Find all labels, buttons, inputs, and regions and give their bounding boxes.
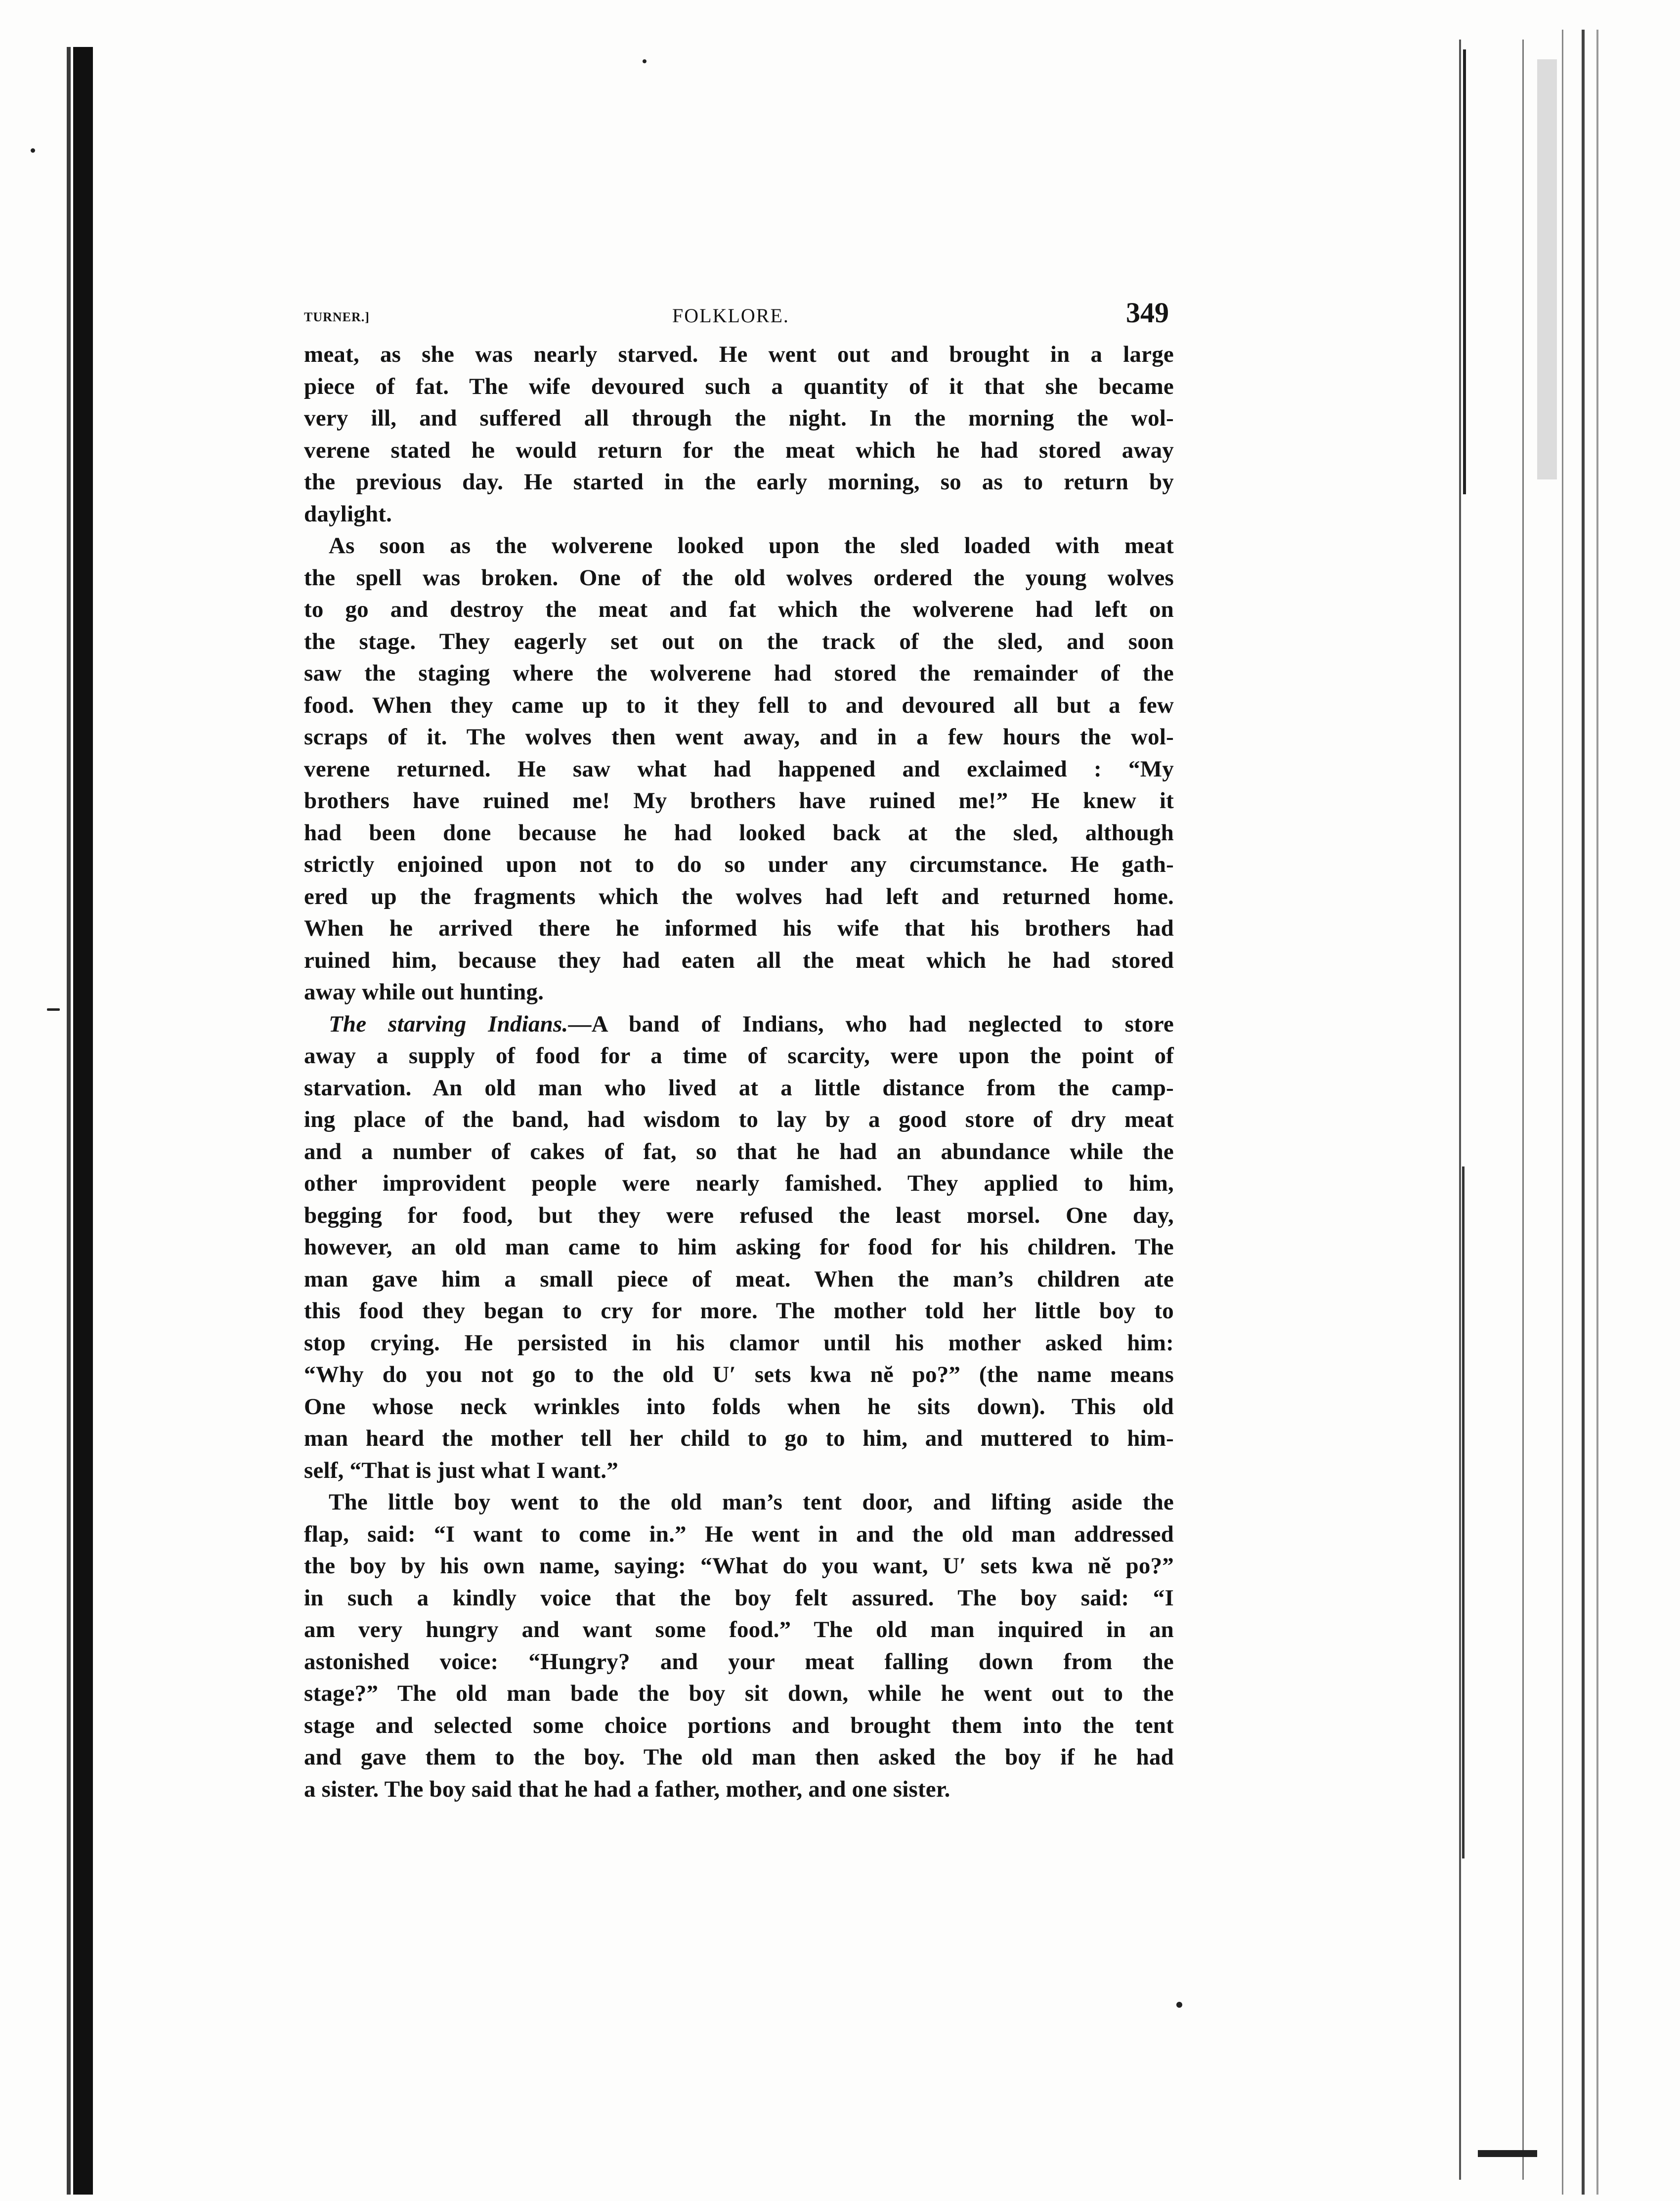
line-text: saw the staging where the wolverene had stored the remainder of the (304, 660, 1174, 686)
text-line (304, 881, 1174, 913)
line-text: piece of fat. The wife devoured such a quantity of it that she became (304, 373, 1174, 399)
text-line (304, 1773, 1174, 1806)
text-line (304, 562, 1174, 594)
line-text: scraps of it. The wolves then went away, and in a few hours the wol- (304, 724, 1174, 750)
line-text: food. When they came up to it they fell to and devoured all but a few (304, 692, 1174, 718)
text-line (304, 849, 1174, 881)
text-line (304, 1231, 1174, 1263)
line-text: verene returned. He saw what had happened and exclaimed : “My (304, 756, 1174, 782)
binding-edge (73, 47, 93, 2195)
line-text: ing place of the band, had wisdom to lay by a good store of dry meat (304, 1107, 1174, 1132)
line-text: other improvident people were nearly famished. They applied to him, (304, 1170, 1174, 1196)
text-line (304, 626, 1174, 658)
line-text: and gave them to the boy. The old man then asked the boy if he had (304, 1744, 1174, 1770)
line-text: however, an old man came to him asking for food for his children. The (304, 1234, 1174, 1260)
line-text: man gave him a small piece of meat. When the man’s children ate (304, 1266, 1174, 1292)
text-line (304, 785, 1174, 817)
body-text (304, 339, 1174, 1805)
line-text: ered up the fragments which the wolves had left and returned home. (304, 883, 1174, 909)
text-line (304, 1486, 1174, 1518)
line-text: the previous day. He started in the early morning, so as to return by (304, 469, 1174, 495)
line-text: man heard the mother tell her child to go to him, and muttered to him- (304, 1425, 1174, 1451)
text-line (304, 1295, 1174, 1327)
line-text: in such a kindly voice that the boy felt assured. The boy said: “I (304, 1585, 1174, 1611)
line-text: daylight. (304, 501, 392, 527)
text-line (304, 498, 1174, 530)
line-text: had been done because he had looked back at the sled, although (304, 820, 1174, 846)
text-line (304, 1391, 1174, 1423)
line-text: am very hungry and want some food.” The old man inquired in an (304, 1617, 1174, 1642)
text-line (304, 1455, 1174, 1487)
text-line (304, 1136, 1174, 1168)
text-line (304, 1200, 1174, 1232)
text-line (304, 1167, 1174, 1200)
line-text: “Why do you not go to the old U′ sets kwa nĕ po?” (the name means (304, 1362, 1174, 1387)
line-text: begging for food, but they were refused the least morsel. One day, (304, 1202, 1174, 1228)
line-text: a sister. The boy said that he had a father, mother, and one sister. (304, 1776, 950, 1802)
text-line (304, 1104, 1174, 1136)
text-line (304, 1582, 1174, 1614)
text-line (304, 912, 1174, 945)
line-text: away a supply of food for a time of scarcity, were upon the point of (304, 1043, 1174, 1069)
line-text: meat, as she was nearly starved. He went out and brought in a large (304, 342, 1174, 367)
line-text: to go and destroy the meat and fat which the wolverene had left on (304, 597, 1174, 622)
running-head-title: FOLKLORE. (672, 304, 789, 327)
paragraph (304, 1008, 1174, 1487)
text-line (304, 1614, 1174, 1646)
text-line (304, 1518, 1174, 1551)
text-line (304, 1710, 1174, 1742)
line-text: One whose neck wrinkles into folds when he sits down). This old (304, 1393, 1174, 1420)
line-text: ruined him, because they had eaten all the meat which he had stored (304, 947, 1174, 973)
line-text: and a number of cakes of fat, so that he had an abundance while the (304, 1138, 1174, 1165)
ragged-right-margin (1448, 30, 1611, 2195)
book-page (304, 299, 1174, 1805)
text-line (304, 976, 1174, 1008)
text-line (304, 1678, 1174, 1710)
text-line (304, 1008, 1174, 1040)
text-line (304, 753, 1174, 785)
text-line (304, 1550, 1174, 1582)
line-text: The little boy went to the old man’s tent door, and lifting aside the (329, 1489, 1174, 1515)
text-line (304, 1072, 1174, 1104)
text-line (304, 1359, 1174, 1391)
text-line (304, 594, 1174, 626)
text-line (304, 434, 1174, 467)
line-text: As soon as the wolverene looked upon the sled loaded with meat (329, 533, 1174, 559)
line-text: verene stated he would return for the meat which he had stored away (304, 437, 1174, 463)
line-text: When he arrived there he informed his wife that his brothers had (304, 915, 1174, 941)
line-text: —A band of Indians, who had neglected to store (568, 1011, 1174, 1037)
text-line (304, 466, 1174, 498)
text-line (304, 1646, 1174, 1678)
line-text: the stage. They eagerly set out on the track of the sled, and soon (304, 628, 1174, 654)
running-head (304, 299, 1174, 339)
scan-speck (643, 59, 646, 63)
line-text: stop crying. He persisted in his clamor until his mother asked him: (304, 1330, 1174, 1356)
text-line (304, 1741, 1174, 1773)
text-line (304, 690, 1174, 722)
line-text: stage?” The old man bade the boy sit down, while he went out to the (304, 1681, 1174, 1706)
text-line (304, 721, 1174, 753)
line-text: astonished voice: “Hungry? and your meat falling down from the (304, 1648, 1174, 1675)
line-text: away while out hunting. (304, 979, 544, 1005)
paragraph (304, 1486, 1174, 1805)
text-line (304, 657, 1174, 690)
line-text: brothers have ruined me! My brothers have ruined me!” He knew it (304, 788, 1174, 814)
line-text: strictly enjoined upon not to do so under any circumstance. He gath- (304, 852, 1174, 877)
paragraph (304, 530, 1174, 1008)
binding-edge-shadow (67, 47, 71, 2195)
line-text: the boy by his own name, saying: “What do you want, U′ sets kwa nĕ po?” (304, 1553, 1174, 1579)
page-number: 349 (1126, 297, 1169, 329)
line-text: starvation. An old man who lived at a little distance from the camp- (304, 1075, 1174, 1101)
paragraph (304, 339, 1174, 530)
text-line (304, 1040, 1174, 1072)
text-line (304, 371, 1174, 403)
text-line (304, 402, 1174, 434)
text-line (304, 339, 1174, 371)
line-text: this food they began to cry for more. The mother told her little boy to (304, 1298, 1174, 1324)
text-line (304, 1263, 1174, 1295)
line-text: stage and selected some choice portions and brought them into the tent (304, 1712, 1174, 1738)
line-text: very ill, and suffered all through the night. In the morning the wol- (304, 405, 1174, 431)
line-text: self, “That is just what I want.” (304, 1457, 618, 1483)
text-line (304, 530, 1174, 562)
run-in-heading: The starving Indians. (329, 1011, 568, 1037)
text-line (304, 1423, 1174, 1455)
text-line (304, 817, 1174, 849)
text-line (304, 945, 1174, 977)
scan-speck (31, 148, 35, 153)
scan-speck (1176, 2002, 1182, 2008)
running-head-author: TURNER.] (304, 310, 370, 324)
text-line (304, 1327, 1174, 1359)
line-text: flap, said: “I want to come in.” He went in and the old man addressed (304, 1521, 1174, 1547)
line-text: the spell was broken. One of the old wolves ordered the young wolves (304, 564, 1174, 591)
scan-speck (47, 1008, 60, 1011)
